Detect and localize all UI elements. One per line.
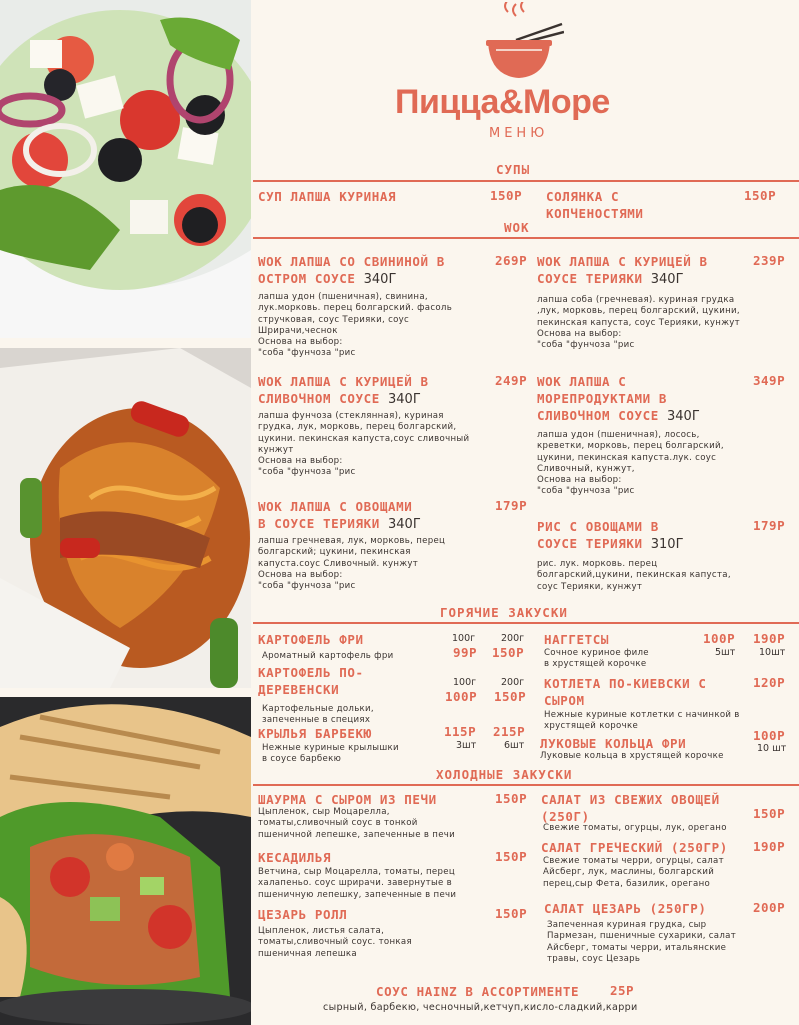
wedges-price-small: 100Р [445, 689, 478, 704]
greek-salad-name: САЛАТ ГРЕЧЕСКИЙ (250ГР) [541, 840, 728, 855]
fries-price-small: 99Р [453, 645, 478, 660]
quesadilla-description: Ветчина, сыр Моцарелла, томаты, перец халапеньо. соус шрирачи. завернутые в пшеничную лепешку, запеченные в печи [258, 867, 457, 900]
wings-price-large: 215Р [493, 724, 526, 739]
kiev-cutlet-description: Нежные куриные котлетки с начинкой в хрустящей корочке [544, 710, 740, 732]
wok-noodles-photo [0, 348, 251, 688]
caesar-roll-price: 150Р [495, 906, 528, 921]
fresh-salad-description: Свежие томаты, огурцы, лук, орегано [543, 823, 727, 833]
kiev-cutlet-price: 120Р [753, 675, 786, 690]
menu-subtitle: МЕНЮ [489, 126, 549, 141]
wedges-name: КАРТОФЕЛЬ ПО- ДЕРЕВЕНСКИ [258, 665, 364, 697]
wedges-description: Картофельные дольки, запеченные в специях [262, 704, 374, 726]
rice-vegetable-name: РИС С ОВОЩАМИ В СОУСЕ ТЕРИЯКИ 310Г [537, 519, 684, 552]
wok-seafood-description: лапша удон (пшеничная), лосось, креветки, морковь, перец болгарский, цукини, пекинская капуста.лук. соус Сливочный, кунжут, Основа на выбор: "соба "фунчоза "рис [537, 430, 724, 497]
caesar-salad-name: САЛАТ ЦЕЗАРЬ (250ГР) [544, 901, 707, 916]
brand-name: Пицца&Море [395, 83, 610, 121]
section-title-hot-snacks: ГОРЯЧИЕ ЗАКУСКИ [440, 605, 568, 620]
wok-vegetable-price: 179Р [495, 498, 528, 513]
onion-rings-price: 100Р [753, 728, 786, 743]
wings-qty-large: 6шт [504, 740, 525, 751]
shawarma-price: 150Р [495, 791, 528, 806]
onion-rings-name: ЛУКОВЫЕ КОЛЬЦА ФРИ [540, 736, 687, 751]
nuggets-qty-small: 5шт [715, 647, 736, 658]
wok-pork-price: 269Р [495, 253, 528, 268]
wok-chicken-teriyaki-name: WOK ЛАПША С КУРИЦЕЙ В СОУСЕ ТЕРИЯКИ 340Г [537, 254, 708, 287]
wok-chicken-teriyaki-description: лапша соба (гречневая). куриная грудка ,лук, морковь, перец болгарский, цукини, пекинская капуста, соус Терияки, кунжут Основа на выбор: "соба "фунчоза "рис [537, 295, 740, 351]
wok-chicken-cream-description: лапша фунчоза (стеклянная), куриная грудка, лук, морковь, перец болгарский, цукини. пекинская капуста,соус сливочный кунжут Основа на выбор: "соба "фунчоза "рис [258, 411, 470, 478]
shawarma-name: ШАУРМА С СЫРОМ ИЗ ПЕЧИ [258, 792, 437, 807]
wok-vegetable-description: лапша гречневая, лук, морковь, перец болгарский; цукини, пекинская капуста.соус Сливочный. кунжут Основа на выбор: "соба "фунчоза "рис [258, 536, 446, 592]
wok-seafood-price: 349Р [753, 373, 786, 388]
wok-chicken-cream-name: WOK ЛАПША С КУРИЦЕЙ В СЛИВОЧНОМ СОУСЕ 340Г [258, 374, 429, 407]
section-divider [253, 622, 799, 624]
quesadilla-price: 150Р [495, 849, 528, 864]
wedges-weight-small: 100г [453, 677, 477, 688]
kiev-cutlet-name: КОТЛЕТА ПО-КИЕВСКИ С СЫРОМ [544, 676, 707, 708]
rice-vegetable-price: 179Р [753, 518, 786, 533]
section-title-cold-snacks: ХОЛОДНЫЕ ЗАКУСКИ [436, 767, 573, 782]
wedges-weight-large: 200г [501, 677, 525, 688]
shawarma-description: Цыпленок, сыр Моцарелла, томаты,сливочный соус в тонкой пшеничной лепешке, запеченные в печи [258, 807, 456, 840]
wok-pork-name: WOK ЛАПША СО СВИНИНОЙ В ОСТРОМ СОУСЕ 340Г [258, 254, 445, 287]
wok-chicken-teriyaki-price: 239Р [753, 253, 786, 268]
caesar-roll-name: ЦЕЗАРЬ РОЛЛ [258, 907, 348, 922]
soup-chicken-noodle-name: СУП ЛАПША КУРИНАЯ [258, 189, 397, 204]
sauce-list: сырный, барбекю, чесночный,кетчуп,кисло-сладкий,карри [323, 1002, 638, 1013]
nuggets-price-small: 100Р [703, 631, 736, 646]
section-divider [253, 180, 799, 182]
fries-price-large: 150Р [492, 645, 525, 660]
greek-salad-description: Свежие томаты черри, огурцы, салат Айсберг, лук, маслины, болгарский перец,сыр Фета, базилик, орегано [543, 856, 724, 889]
fries-description: Ароматный картофель фри [262, 651, 394, 661]
wok-seafood-name: WOK ЛАПША С МОРЕПРОДУКТАМИ В СЛИВОЧНОМ СОУСЕ 340Г [537, 374, 700, 424]
wings-qty-small: 3шт [456, 740, 477, 751]
caesar-salad-price: 200Р [753, 900, 786, 915]
bowl-noodles-logo-icon [484, 2, 564, 84]
section-divider [253, 237, 799, 239]
caesar-roll-description: Цыпленок, листья салата, томаты,сливочный соус. тонкая пшеничная лепешка [258, 926, 412, 959]
fresh-salad-name: САЛАТ ИЗ СВЕЖИХ ОВОЩЕЙ (250Г) [541, 792, 720, 824]
soup-solyanka-name: СОЛЯНКА С КОПЧЕНОСТЯМИ [546, 189, 644, 221]
section-title-wok: WOK [504, 220, 530, 235]
onion-rings-description: Луковые кольца в хрустящей корочке [540, 751, 724, 761]
rice-vegetable-description: рис. лук. морковь. перец болгарский,цукини, пекинская капуста, соус Терияки, кунжут [537, 559, 731, 592]
nuggets-description: Сочное куриное филе в хрустящей корочке [544, 648, 649, 670]
soup-chicken-noodle-price: 150Р [490, 188, 523, 203]
greek-salad-price: 190Р [753, 839, 786, 854]
greek-salad-photo [0, 0, 251, 338]
sauce-title: СОУС HAINZ В АССОРТИМЕНТЕ [376, 984, 580, 999]
wings-price-small: 115Р [444, 724, 477, 739]
quesadilla-name: КЕСАДИЛЬЯ [258, 850, 332, 865]
fries-weight-large: 200г [501, 633, 525, 644]
caesar-salad-description: Запеченная куриная грудка, сыр Пармезан, пшеничные сухарики, салат Айсберг, томаты черри, итальянские травы, соус Цезарь [547, 920, 737, 964]
onion-rings-qty: 10 шт [757, 743, 787, 754]
fries-name: КАРТОФЕЛЬ ФРИ [258, 632, 364, 647]
shawarma-wrap-photo [0, 697, 251, 1025]
wings-name: КРЫЛЬЯ БАРБЕКЮ [258, 726, 372, 741]
fries-weight-small: 100г [452, 633, 476, 644]
wedges-price-large: 150Р [494, 689, 527, 704]
fresh-salad-price: 150Р [753, 806, 786, 821]
wok-chicken-cream-price: 249Р [495, 373, 528, 388]
nuggets-qty-large: 10шт [759, 647, 786, 658]
nuggets-name: НАГГЕТСЫ [544, 632, 610, 647]
soup-solyanka-price: 150Р [744, 188, 777, 203]
wok-pork-description: лапша удон (пшеничная), свинина, лук.морковь. перец болгарский. фасоль стручковая, соус Терияки, соус Шрирачи,чеснок Основа на выбор: "соба "фунчоза "рис [258, 292, 453, 359]
wings-description: Нежные куриные крылышки в соусе барбекю [262, 743, 399, 765]
wok-vegetable-name: WOK ЛАПША С ОВОЩАМИ В СОУСЕ ТЕРИЯКИ 340Г [258, 499, 421, 532]
sauce-price: 25Р [610, 983, 635, 998]
nuggets-price-large: 190Р [753, 631, 786, 646]
section-title-soups: СУПЫ [496, 162, 531, 177]
section-divider [253, 784, 799, 786]
